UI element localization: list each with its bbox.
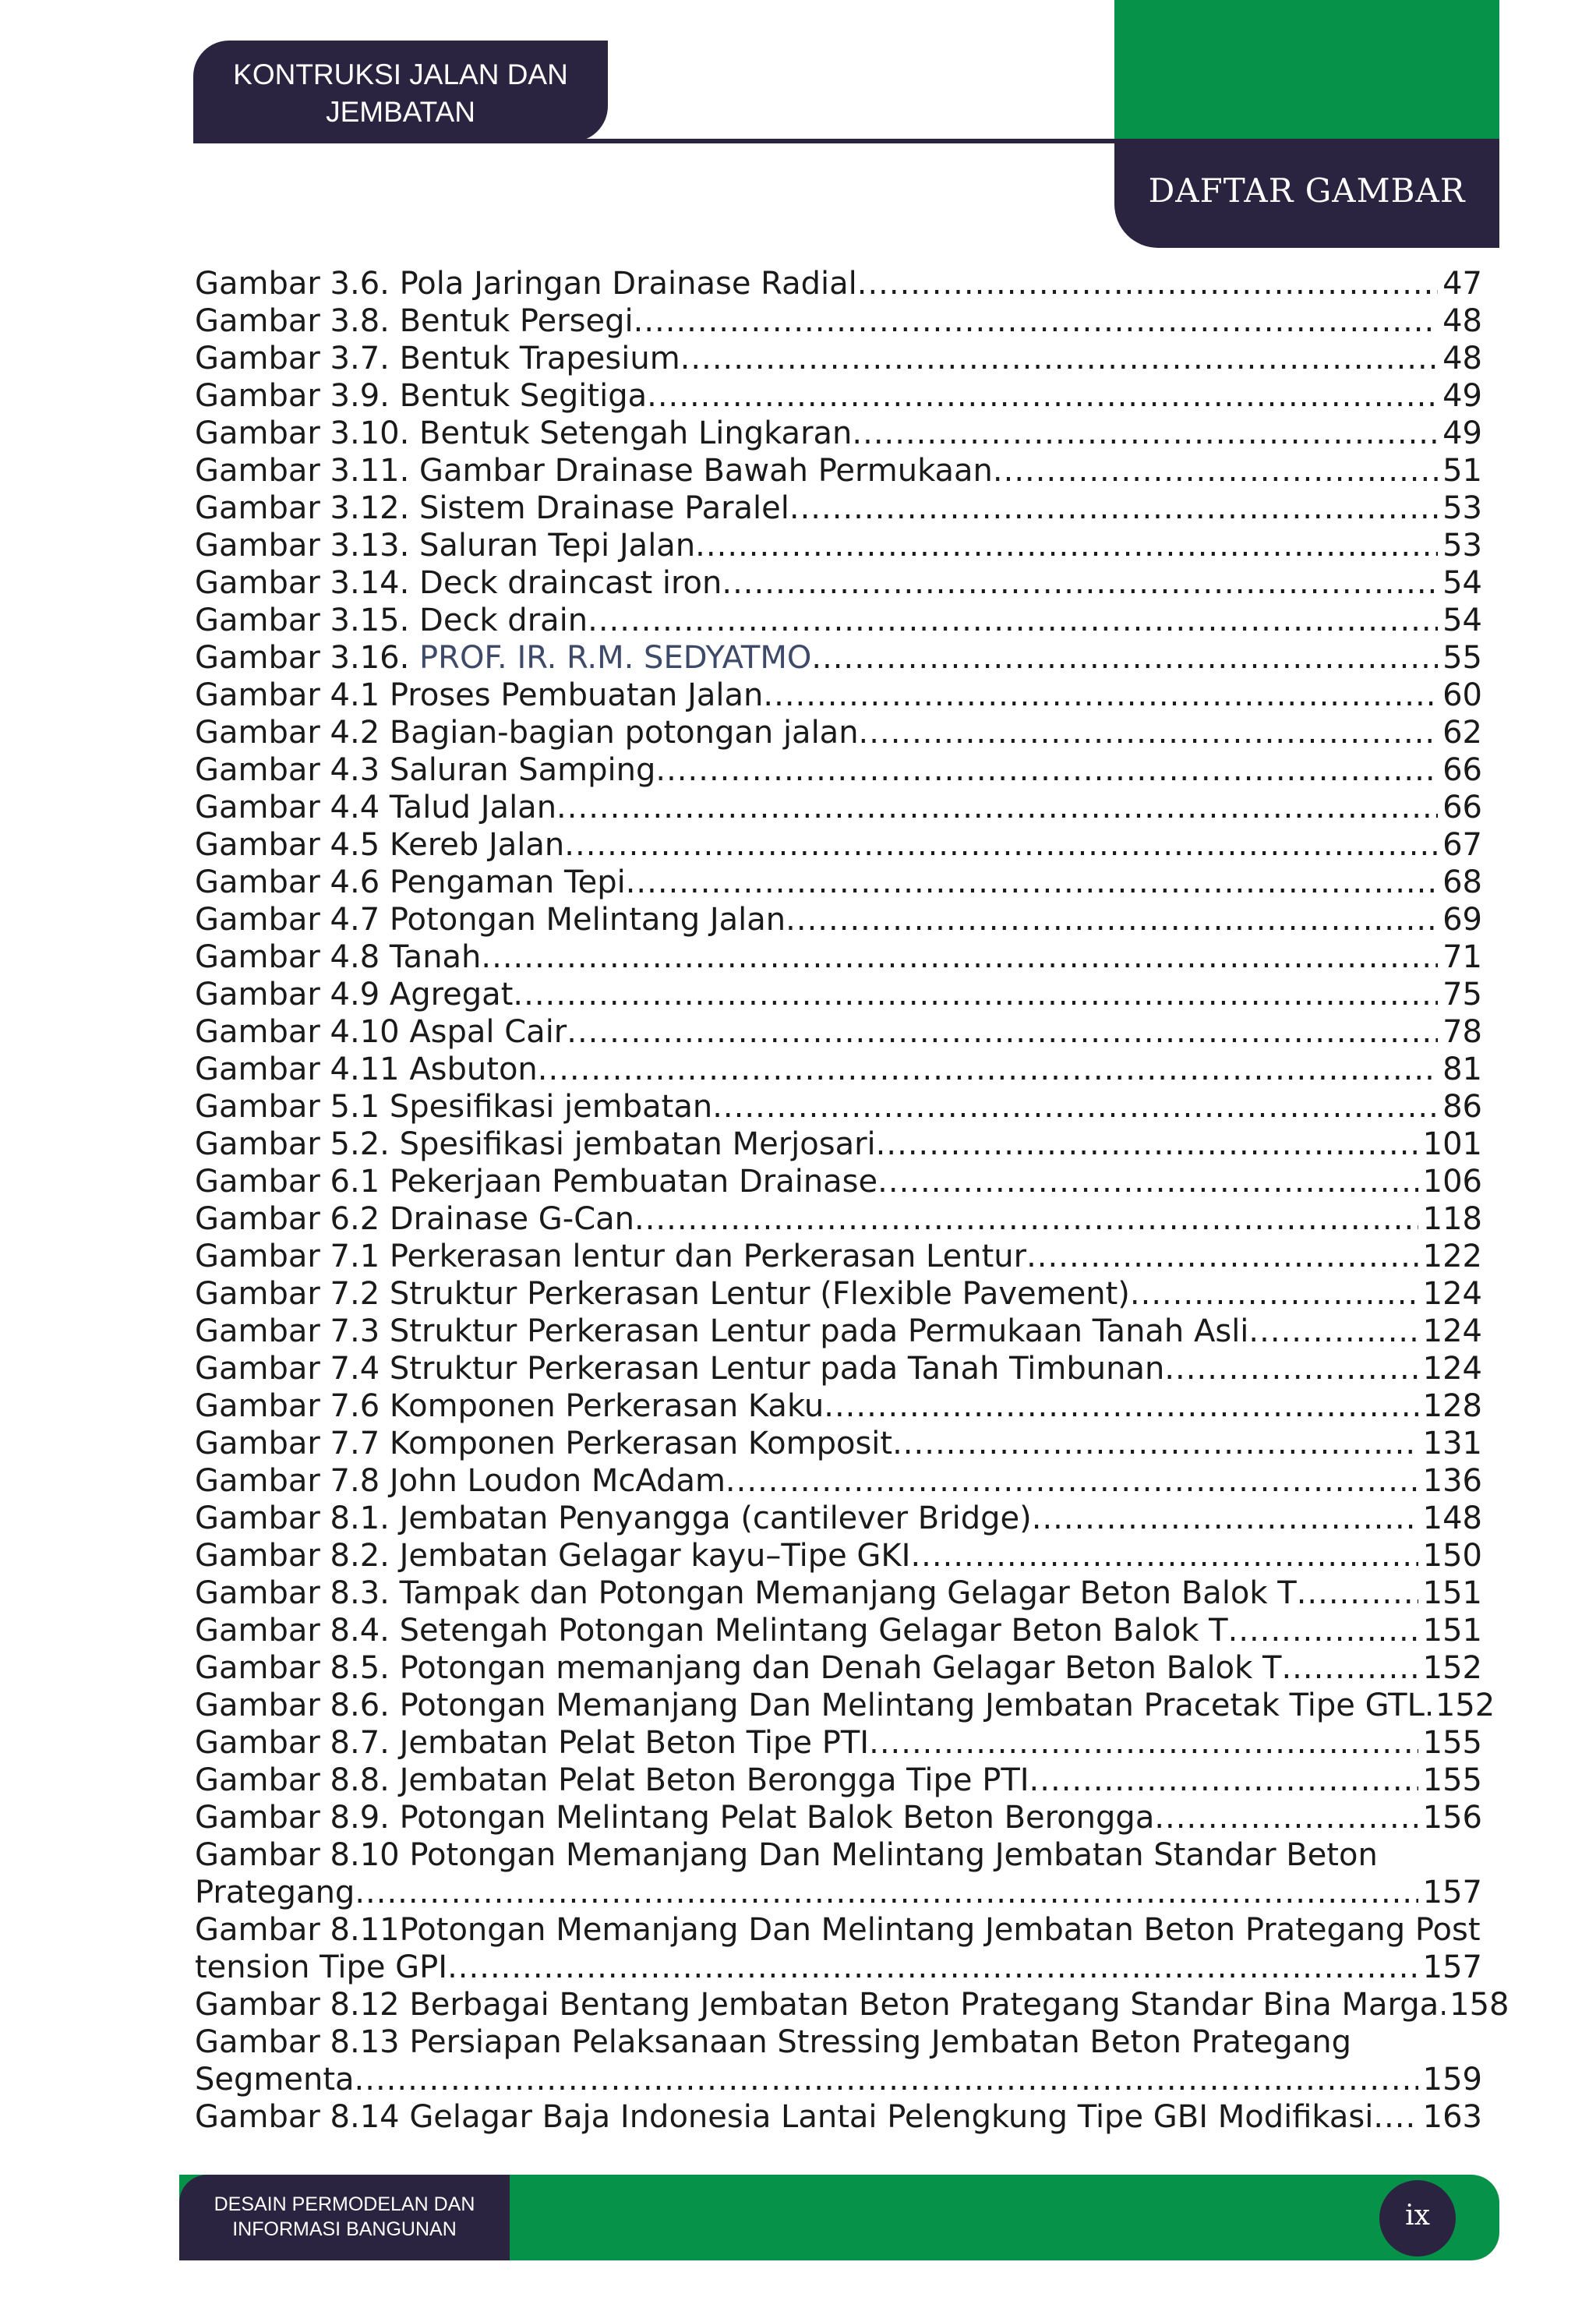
toc-dot-leader [859,714,1439,751]
toc-entry-page: 118 [1422,1201,1482,1237]
toc-entry [195,751,1482,789]
toc-entry-page: 157 [1422,1875,1482,1910]
toc-entry [195,2061,1482,2098]
toc-entry [195,415,1482,452]
toc-entry [195,1275,1482,1313]
toc-entry-page: 124 [1422,1351,1482,1387]
toc-entry-label: Gambar 3.11. Gambar Drainase Bawah Permukaan [195,453,993,489]
toc-dot-leader [1373,2098,1418,2136]
toc-entry-label: Gambar 3.8. Bentuk Persegi [195,303,634,339]
toc-dot-leader [1164,1350,1418,1387]
toc-entry-label: Gambar 7.8 John Loudon McAdam [195,1463,726,1499]
toc-dot-leader [857,265,1438,302]
toc-dot-leader [447,1949,1418,1986]
book-title-line2: JEMBATAN [326,96,475,128]
toc-entry-page: 155 [1422,1762,1482,1798]
toc-entry-label-name: PROF. IR. R.M. SEDYATMO [419,640,812,676]
toc-dot-leader [763,677,1438,714]
toc-entry [195,938,1482,976]
footer-book-title [179,2192,510,2242]
toc-dot-leader [1248,1313,1418,1350]
toc-entry [195,452,1482,489]
toc-dot-leader [538,1051,1438,1088]
toc-entry-label: Gambar 4.10 Aspal Cair [195,1014,567,1050]
toc-entry-label: Gambar 7.4 Struktur Perkerasan Lentur pada Tanah Timbunan [195,1351,1165,1387]
toc-entry-label: Gambar 4.11 Asbuton [195,1051,538,1087]
toc-dot-leader [1425,1687,1431,1724]
toc-entry [195,1799,1482,1836]
toc-entry [195,1163,1482,1200]
toc-entry-label: Gambar 8.9. Potongan Melintang Pelat Balok Beton Berongga [195,1800,1155,1836]
toc-dot-leader [355,1874,1418,1911]
toc-entry-page: 156 [1422,1800,1482,1836]
toc-dot-leader [655,751,1438,789]
toc-entry [195,1537,1482,1575]
toc-entry-page: 122 [1422,1239,1482,1274]
page-number: ix [1379,2180,1456,2257]
toc-entry [195,1687,1495,1724]
section-title: DAFTAR GAMBAR [1148,171,1466,210]
toc-entry [195,677,1482,714]
toc-entry-page: 158 [1449,1987,1509,2023]
toc-dot-leader [556,789,1438,826]
toc-entry-label: Gambar 8.14 Gelagar Baja Indonesia Lantai Pelengkung Tipe GBI Modifikasi [195,2099,1374,2135]
toc-entry-label: Gambar 3.13. Saluran Tepi Jalan [195,528,696,564]
toc-entry-label: Gambar 8.3. Tampak dan Potongan Memanjang Gelagar Beton Balok T [195,1575,1297,1611]
toc-dot-leader [626,864,1438,901]
toc-dot-leader [1297,1575,1418,1612]
toc-entry-label: Gambar 4.7 Potongan Melintang Jalan [195,902,786,938]
toc-dot-leader [869,1724,1418,1762]
toc-entry [195,1051,1482,1088]
toc-entry [195,527,1482,564]
toc-entry-label: Gambar 4.2 Bagian-bagian potongan jalan [195,715,859,751]
toc-entry [195,1200,1482,1238]
toc-entry-page: 48 [1442,341,1482,376]
toc-dot-leader [1154,1799,1418,1836]
toc-entry-page: 124 [1422,1313,1482,1349]
toc-entry [195,1462,1482,1500]
toc-entry-page: 157 [1422,1949,1482,1985]
toc-entry [195,1126,1482,1163]
toc-entry-label: Gambar 4.5 Kereb Jalan [195,827,565,863]
toc-entry-label: Gambar 8.12 Berbagai Bentang Jembatan Beton Prategang Standar Bina Marga [195,1987,1439,2023]
toc-entry-page: 75 [1442,977,1482,1013]
toc-entry-page: 128 [1422,1388,1482,1424]
toc-entry [195,340,1482,377]
toc-entry-page: 68 [1442,864,1482,900]
toc-dot-leader [892,1425,1418,1462]
toc-dot-leader [824,1387,1418,1425]
toc-dot-leader [993,452,1438,489]
toc-entry-page: 155 [1422,1725,1482,1761]
toc-entry-label: Prategang [195,1875,355,1910]
toc-entry [195,1350,1482,1387]
toc-entry-label: Gambar 8.8. Jembatan Pelat Beton Berongga Tipe PTI [195,1762,1029,1798]
toc-entry-page: 151 [1422,1613,1482,1649]
toc-entry-page: 69 [1442,902,1482,938]
toc-dot-leader [877,1163,1418,1200]
toc-entry-page: 53 [1442,528,1482,564]
toc-entry-page: 54 [1442,565,1482,601]
toc-entry-page: 48 [1442,303,1482,339]
figure-list [195,265,1509,2136]
toc-dot-leader [1228,1612,1418,1649]
toc-entry-label: Gambar 8.5. Potongan memanjang dan Denah Gelagar Beton Balok T [195,1650,1282,1686]
toc-dot-leader [647,377,1438,415]
toc-entry-page: 151 [1422,1575,1482,1611]
toc-entry [195,302,1482,340]
toc-entry-label: Gambar 7.1 Perkerasan lentur dan Perkerasan Lentur [195,1239,1027,1274]
toc-entry-page: 62 [1442,715,1482,751]
toc-entry-label: Segmenta [195,2062,355,2098]
toc-entry-page: 124 [1422,1276,1482,1312]
toc-entry-page: 47 [1442,266,1482,302]
toc-entry-page: 81 [1442,1051,1482,1087]
toc-entry-page: 53 [1442,490,1482,526]
toc-dot-leader [564,826,1438,864]
toc-entry-page: 152 [1422,1650,1482,1686]
toc-entry-label [195,639,811,677]
toc-dot-leader [811,639,1438,677]
toc-entry-page: 86 [1442,1089,1482,1125]
toc-entry-line1 [195,1836,1482,1874]
toc-dot-leader [726,1462,1418,1500]
toc-entry [195,864,1482,901]
toc-entry-line1 [195,2023,1482,2061]
toc-entry-page: 60 [1442,677,1482,713]
toc-dot-leader [1029,1762,1418,1799]
toc-entry [195,1425,1482,1462]
toc-dot-leader [355,2061,1418,2098]
toc-dot-leader [722,564,1438,602]
toc-entry-label: Gambar 7.7 Komponen Perkerasan Komposit [195,1426,893,1461]
toc-entry-label: Gambar 8.11Potongan Memanjang Dan Melintang Jembatan Beton Prategang Post [195,1912,1481,1948]
toc-entry [195,564,1482,602]
toc-entry-label: Gambar 8.4. Setengah Potongan Melintang Gelagar Beton Balok T [195,1613,1228,1649]
toc-entry-label: Gambar 6.1 Pekerjaan Pembuatan Drainase [195,1164,878,1200]
toc-dot-leader [852,415,1438,452]
toc-entry-label: Gambar 3.6. Pola Jaringan Drainase Radial [195,266,857,302]
toc-entry-label: Gambar 8.13 Persiapan Pelaksanaan Stressing Jembatan Beton Prategang [195,2024,1352,2060]
toc-entry-label: Gambar 5.1 Spesifikasi jembatan [195,1089,713,1125]
toc-entry [195,377,1482,415]
toc-entry [195,1986,1509,2023]
toc-entry [195,1387,1482,1425]
toc-entry-page: 51 [1442,453,1482,489]
toc-entry [195,1649,1482,1687]
toc-entry-page: 148 [1422,1500,1482,1536]
toc-entry [195,1088,1482,1126]
toc-dot-leader [789,489,1438,527]
toc-entry-label: Gambar 8.6. Potongan Memanjang Dan Melintang Jembatan Pracetak Tipe GTL [195,1688,1425,1723]
toc-dot-leader [513,976,1438,1013]
toc-entry-label: Gambar 7.2 Struktur Perkerasan Lentur (Flexible Pavement) [195,1276,1130,1312]
toc-entry [195,789,1482,826]
toc-entry-page: 152 [1435,1688,1495,1723]
toc-entry [195,714,1482,751]
toc-entry [195,1575,1482,1612]
toc-entry [195,1313,1482,1350]
toc-entry-label: Gambar 8.10 Potongan Memanjang Dan Melintang Jembatan Standar Beton [195,1837,1378,1873]
toc-entry-label: Gambar 4.9 Agregat [195,977,514,1013]
toc-entry-label: Gambar 7.3 Struktur Perkerasan Lentur pada Permukaan Tanah Asli [195,1313,1249,1349]
toc-entry-label: Gambar 8.2. Jembatan Gelagar kayu–Tipe GKI [195,1538,911,1574]
toc-entry-page: 67 [1442,827,1482,863]
toc-dot-leader [1026,1238,1418,1275]
toc-entry-label: Gambar 3.15. Deck drain [195,603,588,638]
toc-entry [195,1500,1482,1537]
toc-dot-leader [712,1088,1438,1126]
toc-entry-label: Gambar 3.12. Sistem Drainase Paralel [195,490,789,526]
toc-entry-label: Gambar 4.3 Saluran Samping [195,752,656,788]
toc-entry-page: 159 [1422,2062,1482,2098]
header-green-block [1114,0,1499,142]
toc-entry-line1 [195,1911,1482,1949]
book-title [193,56,608,131]
toc-entry-label: Gambar 4.8 Tanah [195,939,482,975]
toc-dot-leader [634,1200,1418,1238]
toc-entry-page: 163 [1422,2099,1482,2135]
toc-entry [195,901,1482,938]
toc-entry-label: Gambar 5.2. Spesifikasi jembatan Merjosari [195,1126,876,1162]
toc-dot-leader [1439,1986,1445,2023]
toc-dot-leader [481,938,1438,976]
toc-entry-page: 150 [1422,1538,1482,1574]
toc-dot-leader [588,602,1438,639]
toc-entry [195,1949,1482,1986]
toc-dot-leader [910,1537,1418,1575]
toc-entry [195,976,1482,1013]
toc-entry-page: 66 [1442,752,1482,788]
toc-dot-leader [786,901,1438,938]
toc-entry [195,639,1482,677]
toc-entry-page: 49 [1442,378,1482,414]
toc-entry-page: 49 [1442,415,1482,451]
toc-entry [195,826,1482,864]
toc-entry-label: Gambar 4.1 Proses Pembuatan Jalan [195,677,764,713]
toc-dot-leader [695,527,1438,564]
toc-entry [195,1238,1482,1275]
toc-entry [195,1874,1482,1911]
toc-entry-label: Gambar 8.7. Jembatan Pelat Beton Tipe PTI [195,1725,870,1761]
toc-entry-page: 71 [1442,939,1482,975]
toc-dot-leader [680,340,1438,377]
toc-entry [195,2098,1482,2136]
toc-entry-label: Gambar 8.1. Jembatan Penyangga (cantilever Bridge) [195,1500,1032,1536]
toc-entry-label-prefix: Gambar 3.16. [195,640,420,676]
toc-dot-leader [876,1126,1418,1163]
toc-entry-page: 106 [1422,1164,1482,1200]
toc-dot-leader [1130,1275,1418,1313]
toc-entry [195,489,1482,527]
toc-dot-leader [634,302,1438,340]
toc-entry-label: Gambar 3.7. Bentuk Trapesium [195,341,680,376]
toc-entry-label: Gambar 4.4 Talud Jalan [195,790,557,825]
toc-entry [195,1724,1482,1762]
toc-entry-page: 101 [1422,1126,1482,1162]
toc-dot-leader [1281,1649,1418,1687]
toc-entry-label: Gambar 3.10. Bentuk Setengah Lingkaran [195,415,853,451]
toc-entry-page: 131 [1422,1426,1482,1461]
toc-entry-page: 78 [1442,1014,1482,1050]
toc-entry-page: 136 [1422,1463,1482,1499]
book-title-line1: KONTRUKSI JALAN DAN [233,58,568,90]
toc-entry-label: tension Tipe GPI [195,1949,448,1985]
toc-entry [195,1762,1482,1799]
toc-entry [195,265,1482,302]
footer-title-line2: INFORMASI BANGUNAN [232,2218,457,2240]
toc-entry [195,1013,1482,1051]
toc-dot-leader [1032,1500,1418,1537]
toc-entry-label: Gambar 6.2 Drainase G-Can [195,1201,634,1237]
toc-entry-label: Gambar 7.6 Komponen Perkerasan Kaku [195,1388,824,1424]
toc-entry-label: Gambar 3.9. Bentuk Segitiga [195,378,648,414]
toc-dot-leader [567,1013,1438,1051]
footer-title-line1: DESAIN PERMODELAN DAN [214,2193,475,2215]
toc-entry [195,602,1482,639]
toc-entry-page: 54 [1442,603,1482,638]
toc-entry-page: 55 [1442,640,1482,676]
toc-entry-label: Gambar 4.6 Pengaman Tepi [195,864,626,900]
toc-entry [195,1612,1482,1649]
toc-entry-label: Gambar 3.14. Deck draincast iron [195,565,722,601]
toc-entry-page: 66 [1442,790,1482,825]
